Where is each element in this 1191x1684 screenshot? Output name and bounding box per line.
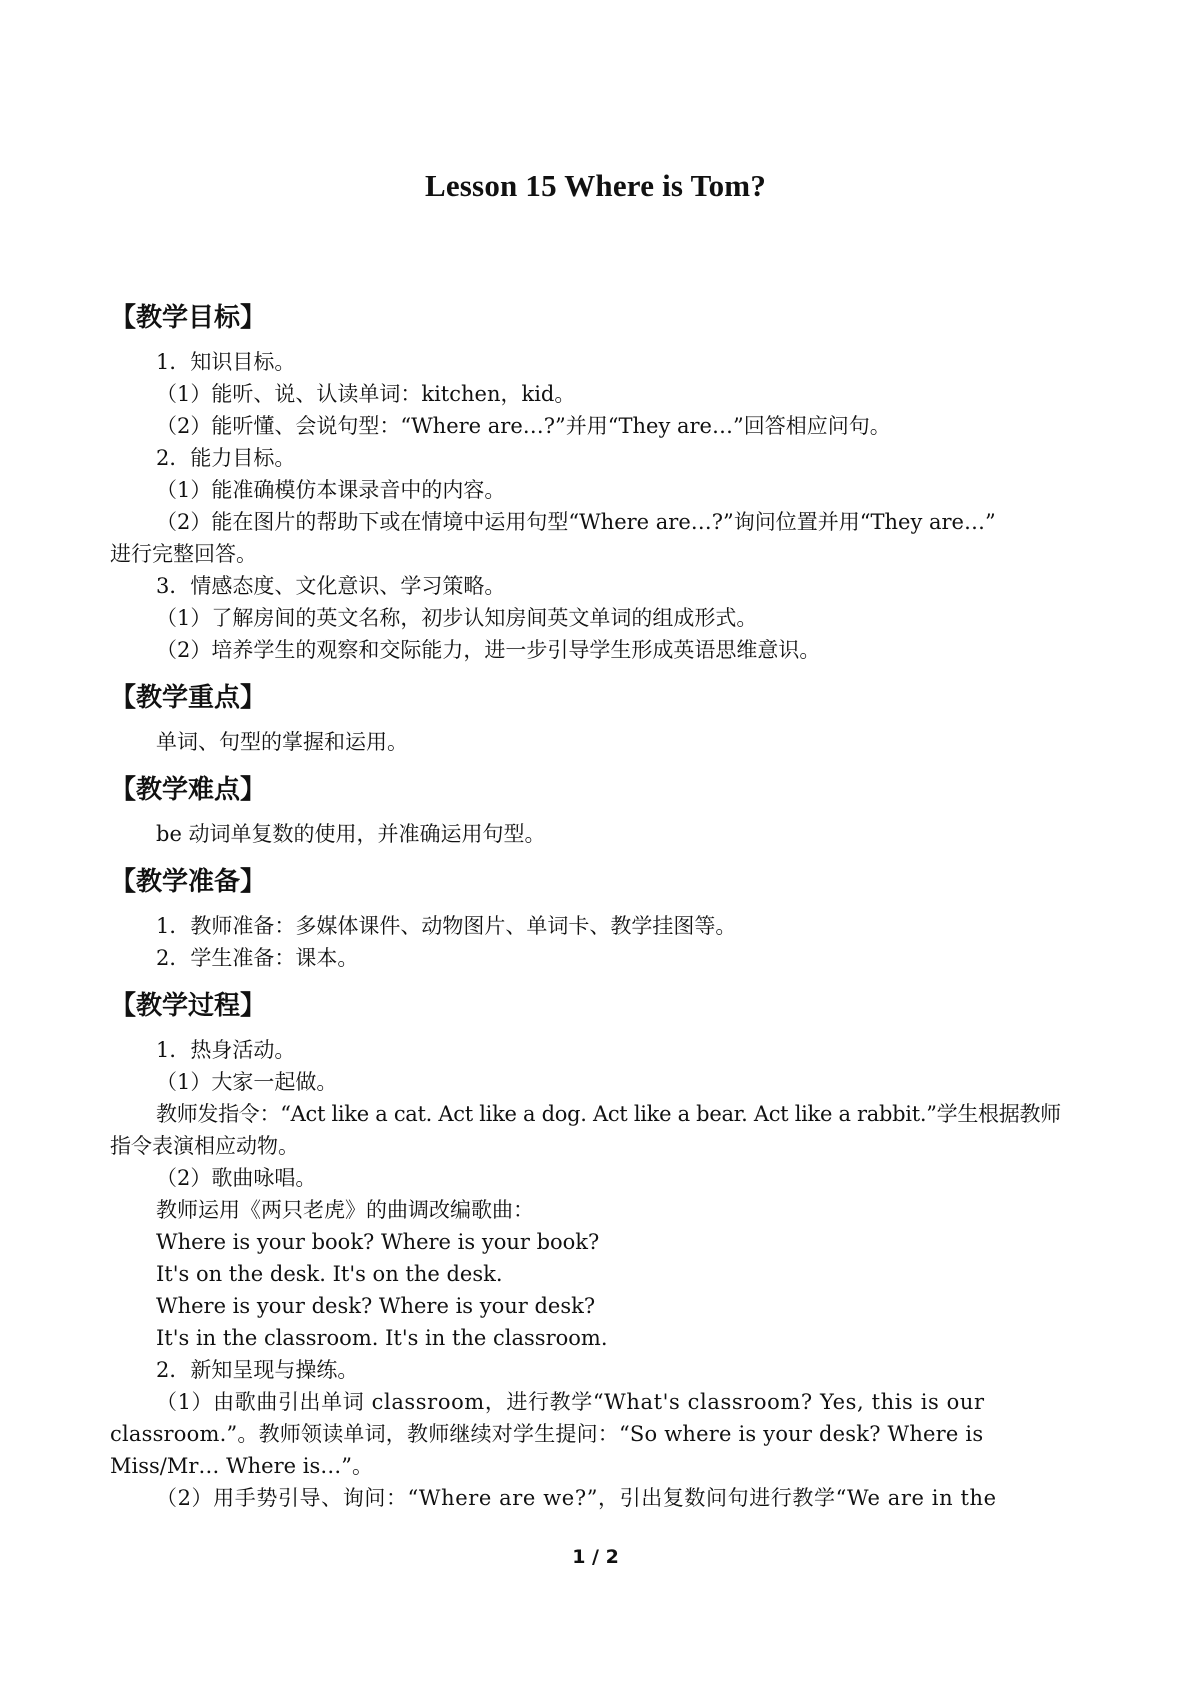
- objective-line: （1）能准确模仿本课录音中的内容。: [156, 478, 506, 502]
- process-line: 教师发指令：“Act like a cat. Act like a dog. Act like a bear. Act like a rabbit.”学生根据教师: [156, 1102, 1061, 1126]
- process-line: （2）用手势引导、询问：“Where are we?”，引出复数问句进行教学“We are in the: [156, 1486, 997, 1510]
- process-line: （1）大家一起做。: [156, 1070, 338, 1094]
- heading-key-points: 【教学重点】: [110, 683, 267, 713]
- process-line: 2．新知呈现与操练。: [156, 1358, 359, 1382]
- objective-line: 2．能力目标。: [156, 446, 296, 470]
- objective-line: 3．情感态度、文化意识、学习策略。: [156, 574, 506, 598]
- objective-line: （1）了解房间的英文名称，初步认知房间英文单词的组成形式。: [156, 606, 758, 630]
- key-point-line: 单词、句型的掌握和运用。: [156, 730, 408, 754]
- song-line: It's on the desk. It's on the desk.: [156, 1262, 503, 1286]
- objective-line: 1．知识目标。: [156, 350, 296, 374]
- song-line: It's in the classroom. It's in the classroom.: [156, 1326, 608, 1350]
- process-line: 教师运用《两只老虎》的曲调改编歌曲：: [156, 1198, 534, 1222]
- objective-line: （2）培养学生的观察和交际能力，进一步引导学生形成英语思维意识。: [156, 638, 821, 662]
- difficulty-line: be 动词单复数的使用，并准确运用句型。: [156, 822, 546, 846]
- process-line: 指令表演相应动物。: [110, 1134, 299, 1158]
- song-line: Where is your book? Where is your book?: [156, 1230, 600, 1254]
- page-number: 1 / 2: [572, 1546, 619, 1568]
- objective-line: （1）能听、说、认读单词：kitchen，kid。: [156, 382, 576, 406]
- process-line: （1）由歌曲引出单词 classroom，进行教学“What's classroom? Yes, this is our: [156, 1390, 985, 1414]
- heading-objectives: 【教学目标】: [110, 303, 267, 333]
- heading-difficulties: 【教学难点】: [110, 775, 267, 805]
- song-line: Where is your desk? Where is your desk?: [156, 1294, 596, 1318]
- document-body: [110, 300, 1090, 1514]
- objective-line: （2）能在图片的帮助下或在情境中运用句型“Where are…?”询问位置并用“They are…”: [156, 510, 996, 534]
- process-line: Miss/Mr… Where is…”。: [110, 1454, 373, 1478]
- preparation-line: 2．学生准备：课本。: [156, 946, 359, 970]
- objective-line: （2）能听懂、会说句型：“Where are…?”并用“They are…”回答相应问句。: [156, 414, 891, 438]
- process-line: classroom.”。教师领读单词，教师继续对学生提问：“So where is your desk? Where is: [110, 1422, 984, 1446]
- preparation-line: 1．教师准备：多媒体课件、动物图片、单词卡、教学挂图等。: [156, 914, 737, 938]
- document-title: Lesson 15 Where is Tom?: [424, 168, 767, 203]
- process-line: 1．热身活动。: [156, 1038, 296, 1062]
- objective-line: 进行完整回答。: [110, 542, 257, 566]
- heading-preparation: 【教学准备】: [110, 867, 267, 897]
- process-line: （2）歌曲咏唱。: [156, 1166, 317, 1190]
- heading-process: 【教学过程】: [110, 991, 267, 1021]
